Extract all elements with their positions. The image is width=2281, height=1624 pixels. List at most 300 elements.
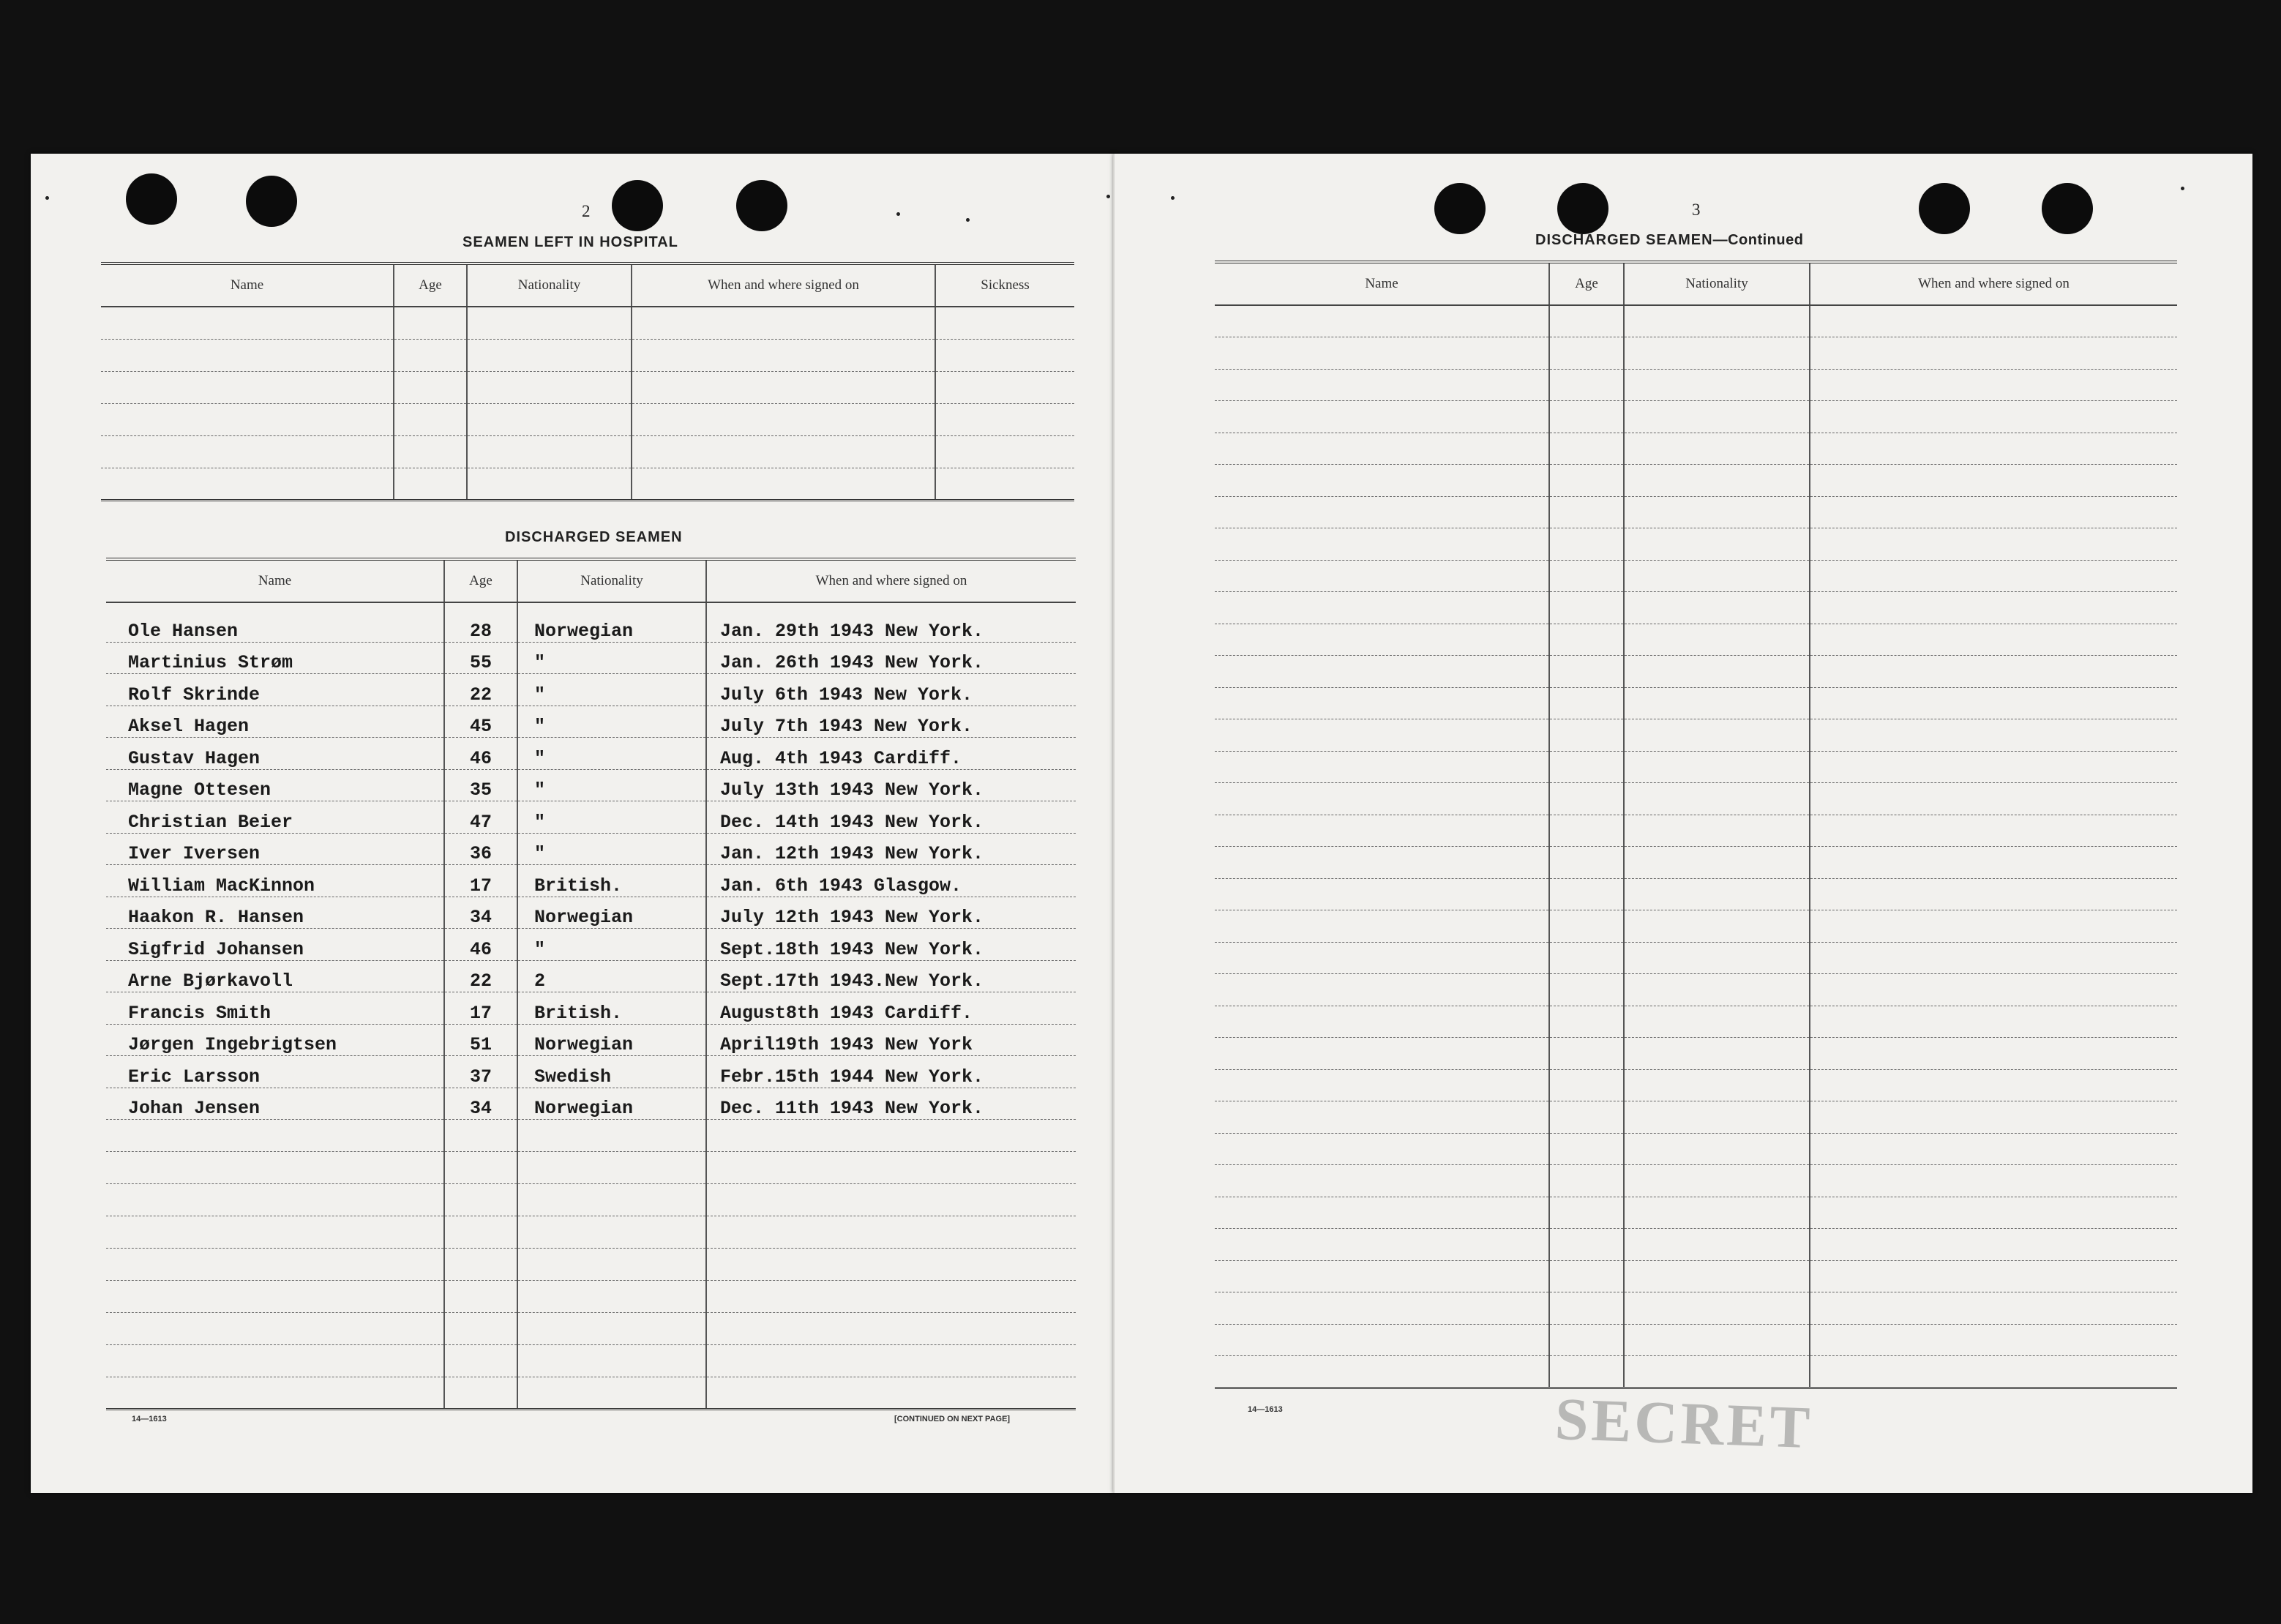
table-cell — [1624, 1165, 1810, 1197]
table-cell: 34 — [444, 897, 517, 929]
table-cell: " — [517, 706, 706, 738]
empty-row — [1215, 624, 2177, 656]
table-cell — [1215, 592, 1549, 624]
table-cell — [1810, 1069, 2177, 1101]
empty-row — [1215, 369, 2177, 401]
table-row — [106, 769, 1076, 801]
table-cell: July 6th 1943 New York. — [706, 674, 1076, 706]
secret-stamp: SECRET — [1554, 1385, 1814, 1462]
table-cell — [106, 1184, 444, 1216]
table-cell: 28 — [444, 602, 517, 642]
table-cell — [706, 1377, 1076, 1410]
table-cell: Francis Smith — [106, 992, 444, 1025]
speck — [2181, 187, 2184, 190]
table-row — [106, 929, 1076, 961]
table-cell — [1549, 496, 1624, 528]
table-cell — [1810, 1229, 2177, 1261]
table-cell — [1549, 656, 1624, 688]
table-row — [106, 960, 1076, 992]
table-cell — [1549, 1292, 1624, 1325]
table-cell — [1810, 496, 2177, 528]
table-cell — [1624, 465, 1810, 497]
empty-row — [106, 1216, 1076, 1249]
page-fold — [1113, 154, 1115, 1493]
table-row — [106, 738, 1076, 770]
table-cell: Norwegian — [517, 897, 706, 929]
empty-row — [1215, 305, 2177, 337]
empty-row — [1215, 974, 2177, 1006]
table-cell — [1215, 847, 1549, 879]
empty-row — [1215, 1292, 2177, 1325]
table-cell — [1810, 1038, 2177, 1070]
table-cell — [1810, 528, 2177, 561]
table-cell — [1549, 1006, 1624, 1038]
table-cell — [1810, 656, 2177, 688]
table-cell: Swedish — [517, 1056, 706, 1088]
table-cell — [101, 403, 394, 435]
table-row — [106, 833, 1076, 865]
table-cell — [1549, 847, 1624, 879]
continued-section-title — [1535, 232, 1803, 249]
table-cell — [517, 1152, 706, 1184]
table-cell — [1549, 815, 1624, 847]
section-title-text: DISCHARGED SEAMEN — [1535, 232, 1713, 248]
table-cell — [1624, 783, 1810, 815]
table-cell — [935, 403, 1074, 435]
table-cell — [1215, 751, 1549, 783]
table-cell — [517, 1184, 706, 1216]
table-cell: Haakon R. Hansen — [106, 897, 444, 929]
table-cell — [101, 307, 394, 339]
table-cell — [1215, 305, 1549, 337]
table-cell — [1624, 401, 1810, 433]
discharged-table-body — [106, 602, 1076, 1410]
table-cell — [467, 435, 632, 468]
empty-row — [106, 1120, 1076, 1152]
table-cell — [106, 1216, 444, 1249]
table-cell: Norwegian — [517, 1088, 706, 1120]
empty-row — [1215, 687, 2177, 719]
table-cell — [1215, 1324, 1549, 1356]
table-cell — [1549, 465, 1624, 497]
table-cell — [1810, 1292, 2177, 1325]
table-cell: 51 — [444, 1024, 517, 1056]
table-cell — [1810, 1356, 2177, 1388]
column-header-age: Age — [394, 263, 467, 307]
table-cell — [1624, 1292, 1810, 1325]
table-cell: " — [517, 642, 706, 674]
table-row — [106, 674, 1076, 706]
empty-row — [1215, 815, 2177, 847]
table-cell — [517, 1313, 706, 1345]
empty-row — [1215, 783, 2177, 815]
table-cell — [632, 307, 935, 339]
table-cell — [1810, 337, 2177, 370]
table-cell: Jørgen Ingebrigtsen — [106, 1024, 444, 1056]
table-cell: Febr.15th 1944 New York. — [706, 1056, 1076, 1088]
table-cell: Jan. 6th 1943 Glasgow. — [706, 865, 1076, 897]
table-cell — [1215, 624, 1549, 656]
table-cell — [1215, 783, 1549, 815]
table-cell: 55 — [444, 642, 517, 674]
table-cell — [444, 1281, 517, 1313]
table-cell: 17 — [444, 865, 517, 897]
column-header-nationality: Nationality — [517, 559, 706, 602]
table-cell: " — [517, 738, 706, 770]
table-cell — [1624, 1324, 1810, 1356]
table-cell: Rolf Skrinde — [106, 674, 444, 706]
table-row — [106, 642, 1076, 674]
punch-hole — [612, 180, 663, 231]
speck — [896, 212, 900, 216]
table-cell — [1624, 1038, 1810, 1070]
punch-hole — [126, 173, 177, 225]
table-cell — [467, 371, 632, 403]
table-cell — [1810, 942, 2177, 974]
table-cell — [106, 1345, 444, 1377]
punch-hole — [736, 180, 787, 231]
table-cell — [1549, 1133, 1624, 1165]
table-cell — [1810, 1324, 2177, 1356]
table-cell — [444, 1377, 517, 1410]
table-row — [106, 992, 1076, 1025]
table-cell: 47 — [444, 801, 517, 834]
table-cell — [1549, 624, 1624, 656]
table-cell: Arne Bjørkavoll — [106, 960, 444, 992]
empty-row — [101, 307, 1074, 339]
table-cell — [1624, 687, 1810, 719]
table-row — [106, 706, 1076, 738]
table-cell — [394, 435, 467, 468]
table-cell: " — [517, 801, 706, 834]
empty-row — [106, 1184, 1076, 1216]
table-cell — [1624, 751, 1810, 783]
table-cell — [1215, 1229, 1549, 1261]
continued-table — [1215, 261, 2177, 1389]
table-cell: 2 — [517, 960, 706, 992]
table-cell — [1215, 496, 1549, 528]
table-cell — [1215, 1006, 1549, 1038]
table-cell — [1215, 465, 1549, 497]
table-cell — [1215, 1197, 1549, 1229]
table-cell — [1549, 592, 1624, 624]
table-cell — [1810, 1260, 2177, 1292]
table-cell: Ole Hansen — [106, 602, 444, 642]
table-cell — [467, 468, 632, 500]
table-cell — [1624, 878, 1810, 910]
empty-row — [1215, 1133, 2177, 1165]
table-cell — [706, 1345, 1076, 1377]
continued-table-body — [1215, 305, 2177, 1388]
table-cell — [1549, 974, 1624, 1006]
table-cell: 34 — [444, 1088, 517, 1120]
table-cell — [1810, 783, 2177, 815]
table-cell — [1810, 1133, 2177, 1165]
table-cell: Sept.18th 1943 New York. — [706, 929, 1076, 961]
table-cell — [106, 1313, 444, 1345]
table-cell: 45 — [444, 706, 517, 738]
table-cell: Jan. 29th 1943 New York. — [706, 602, 1076, 642]
table-cell — [935, 371, 1074, 403]
continued-note: [CONTINUED ON NEXT PAGE] — [894, 1415, 1011, 1423]
table-cell: Jan. 12th 1943 New York. — [706, 833, 1076, 865]
table-cell — [1215, 560, 1549, 592]
table-cell — [935, 339, 1074, 371]
table-cell — [1810, 560, 2177, 592]
table-cell — [1549, 1197, 1624, 1229]
table-cell — [1549, 305, 1624, 337]
table-cell: 22 — [444, 960, 517, 992]
table-cell — [1624, 1006, 1810, 1038]
table-cell — [1810, 1197, 2177, 1229]
table-cell — [1624, 369, 1810, 401]
table-cell — [1810, 815, 2177, 847]
punch-hole — [1434, 183, 1486, 234]
table-row — [106, 1056, 1076, 1088]
table-cell: Dec. 14th 1943 New York. — [706, 801, 1076, 834]
speck — [1171, 196, 1175, 200]
table-cell — [1215, 687, 1549, 719]
table-cell — [1549, 369, 1624, 401]
table-cell — [1215, 1356, 1549, 1388]
table-cell — [1810, 878, 2177, 910]
empty-row — [1215, 337, 2177, 370]
table-cell — [1549, 1069, 1624, 1101]
page-number: 3 — [1692, 201, 1701, 219]
table-cell: 37 — [444, 1056, 517, 1088]
empty-row — [1215, 1069, 2177, 1101]
empty-row — [1215, 942, 2177, 974]
table-cell — [1549, 1101, 1624, 1134]
table-cell: July 13th 1943 New York. — [706, 769, 1076, 801]
table-cell — [706, 1184, 1076, 1216]
table-cell — [1624, 942, 1810, 974]
table-cell — [1810, 719, 2177, 752]
empty-row — [106, 1249, 1076, 1281]
page-number: 2 — [582, 202, 591, 220]
empty-row — [101, 435, 1074, 468]
table-cell: Gustav Hagen — [106, 738, 444, 770]
table-cell: 46 — [444, 929, 517, 961]
table-cell — [1624, 719, 1810, 752]
empty-row — [106, 1377, 1076, 1410]
table-cell — [1549, 1038, 1624, 1070]
table-cell — [1549, 878, 1624, 910]
table-cell — [106, 1152, 444, 1184]
empty-row — [1215, 1260, 2177, 1292]
table-cell — [1810, 592, 2177, 624]
table-cell — [444, 1345, 517, 1377]
table-cell — [101, 371, 394, 403]
column-header-name: Name — [1215, 262, 1549, 305]
table-cell: 22 — [444, 674, 517, 706]
table-cell: 35 — [444, 769, 517, 801]
table-cell — [1810, 305, 2177, 337]
table-cell — [444, 1120, 517, 1152]
table-cell — [517, 1249, 706, 1281]
empty-row — [1215, 1038, 2177, 1070]
table-cell — [1215, 656, 1549, 688]
empty-row — [1215, 433, 2177, 465]
table-cell — [1215, 910, 1549, 943]
column-header-nationality: Nationality — [467, 263, 632, 307]
table-cell — [706, 1120, 1076, 1152]
table-cell — [394, 339, 467, 371]
discharged-table — [106, 558, 1076, 1410]
table-cell — [1624, 1229, 1810, 1261]
hospital-table — [101, 262, 1074, 501]
table-cell — [101, 339, 394, 371]
empty-row — [1215, 1356, 2177, 1388]
table-cell — [444, 1216, 517, 1249]
table-cell — [394, 403, 467, 435]
table-cell — [706, 1152, 1076, 1184]
table-cell — [632, 403, 935, 435]
table-cell — [1549, 783, 1624, 815]
column-header-signed-on: When and where signed on — [706, 559, 1076, 602]
empty-row — [106, 1152, 1076, 1184]
empty-row — [1215, 719, 2177, 752]
form-id: 14—1613 — [1248, 1405, 1283, 1414]
table-cell — [1810, 1101, 2177, 1134]
table-cell — [1624, 337, 1810, 370]
table-cell — [1810, 687, 2177, 719]
table-cell — [632, 435, 935, 468]
empty-row — [1215, 878, 2177, 910]
empty-row — [106, 1281, 1076, 1313]
table-cell — [394, 371, 467, 403]
table-cell — [1624, 1069, 1810, 1101]
speck — [1106, 195, 1110, 198]
table-cell — [106, 1249, 444, 1281]
table-cell — [1624, 847, 1810, 879]
speck — [45, 196, 49, 200]
table-cell — [1624, 1197, 1810, 1229]
table-cell — [935, 468, 1074, 500]
table-cell — [517, 1120, 706, 1152]
table-cell — [1549, 337, 1624, 370]
empty-row — [101, 339, 1074, 371]
table-cell — [1215, 1101, 1549, 1134]
table-cell — [467, 307, 632, 339]
table-cell — [1215, 1133, 1549, 1165]
empty-row — [1215, 401, 2177, 433]
table-cell: William MacKinnon — [106, 865, 444, 897]
empty-row — [1215, 751, 2177, 783]
empty-row — [1215, 528, 2177, 561]
table-row — [106, 865, 1076, 897]
table-cell: British. — [517, 865, 706, 897]
table-cell — [517, 1216, 706, 1249]
table-cell — [1810, 369, 2177, 401]
table-cell — [1549, 687, 1624, 719]
table-cell: Jan. 26th 1943 New York. — [706, 642, 1076, 674]
speck — [966, 218, 970, 222]
table-cell: Martinius Strøm — [106, 642, 444, 674]
table-cell — [1549, 1260, 1624, 1292]
column-header-name: Name — [106, 559, 444, 602]
table-cell — [1215, 719, 1549, 752]
table-cell — [1810, 433, 2177, 465]
table-cell — [1624, 592, 1810, 624]
table-cell — [444, 1249, 517, 1281]
table-cell — [394, 468, 467, 500]
table-cell — [1549, 1324, 1624, 1356]
table-cell: August8th 1943 Cardiff. — [706, 992, 1076, 1025]
hospital-section-title: SEAMEN LEFT IN HOSPITAL — [462, 234, 678, 250]
table-cell — [935, 435, 1074, 468]
table-cell — [1215, 1069, 1549, 1101]
table-cell — [1215, 337, 1549, 370]
table-cell: British. — [517, 992, 706, 1025]
table-cell — [1215, 433, 1549, 465]
column-header-name: Name — [101, 263, 394, 307]
table-cell — [706, 1313, 1076, 1345]
form-id: 14—1613 — [132, 1415, 167, 1423]
table-cell: Norwegian — [517, 1024, 706, 1056]
table-cell: Johan Jensen — [106, 1088, 444, 1120]
table-cell — [1549, 942, 1624, 974]
punch-hole — [246, 176, 297, 227]
table-cell — [444, 1313, 517, 1345]
table-cell — [1215, 1260, 1549, 1292]
punch-hole — [1557, 183, 1608, 234]
table-cell — [1624, 815, 1810, 847]
table-cell — [1810, 847, 2177, 879]
table-cell — [1624, 528, 1810, 561]
empty-row — [1215, 910, 2177, 943]
table-cell — [1624, 1133, 1810, 1165]
table-cell — [1624, 496, 1810, 528]
table-cell — [444, 1152, 517, 1184]
table-cell — [1549, 751, 1624, 783]
empty-row — [1215, 656, 2177, 688]
table-cell: " — [517, 929, 706, 961]
table-cell — [1624, 560, 1810, 592]
table-cell — [1810, 910, 2177, 943]
table-cell: Sigfrid Johansen — [106, 929, 444, 961]
empty-row — [1215, 465, 2177, 497]
empty-row — [1215, 847, 2177, 879]
table-cell: April19th 1943 New York — [706, 1024, 1076, 1056]
table-cell — [444, 1184, 517, 1216]
table-cell: Eric Larsson — [106, 1056, 444, 1088]
table-cell — [106, 1281, 444, 1313]
table-cell — [1810, 1006, 2177, 1038]
empty-row — [106, 1345, 1076, 1377]
table-cell: Sept.17th 1943.New York. — [706, 960, 1076, 992]
table-cell — [1624, 1356, 1810, 1388]
table-cell — [106, 1120, 444, 1152]
table-cell — [1215, 878, 1549, 910]
column-header-nationality: Nationality — [1624, 262, 1810, 305]
table-cell — [1624, 624, 1810, 656]
section-title-suffix: —Continued — [1712, 232, 1804, 248]
empty-row — [1215, 1006, 2177, 1038]
table-cell: Aksel Hagen — [106, 706, 444, 738]
table-cell — [1215, 401, 1549, 433]
table-cell — [1549, 433, 1624, 465]
table-cell: July 12th 1943 New York. — [706, 897, 1076, 929]
table-cell — [1624, 1101, 1810, 1134]
table-cell — [1624, 305, 1810, 337]
table-cell — [1215, 369, 1549, 401]
table-cell — [1810, 974, 2177, 1006]
column-header-age: Age — [444, 559, 517, 602]
table-cell — [1215, 528, 1549, 561]
column-header-sickness: Sickness — [935, 263, 1074, 307]
table-cell: Dec. 11th 1943 New York. — [706, 1088, 1076, 1120]
